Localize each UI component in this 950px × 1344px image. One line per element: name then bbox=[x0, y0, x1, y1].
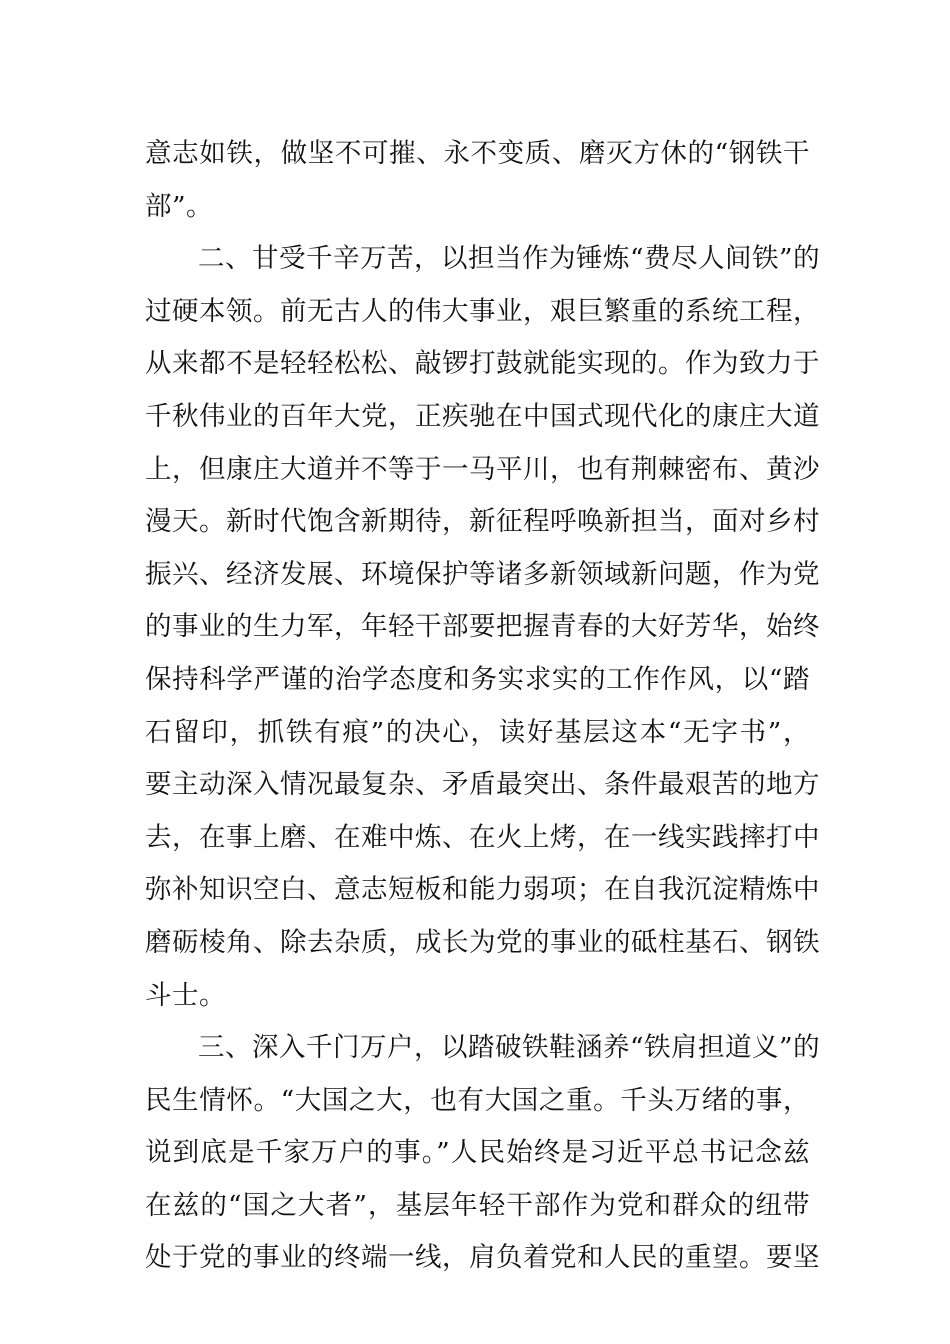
text-line: 民生情怀。“大国之大，也有大国之重。千头万绪的事， bbox=[145, 1084, 810, 1116]
text-line: 要主动深入情况最复杂、矛盾最突出、条件最艰苦的地方 bbox=[145, 769, 820, 801]
text-line: 弥补知识空白、意志短板和能力弱项；在自我沉淀精炼中 bbox=[145, 874, 820, 906]
text-line: 斗士。 bbox=[145, 979, 226, 1011]
text-line: 说到底是千家万户的事。”人民始终是习近平总书记念兹 bbox=[145, 1137, 810, 1169]
text-line: 保持科学严谨的治学态度和务实求实的工作作风，以“踏 bbox=[145, 663, 810, 695]
text-line: 处于党的事业的终端一线，肩负着党和人民的重望。要坚 bbox=[145, 1242, 820, 1274]
text-line: 振兴、经济发展、环境保护等诸多新领域新问题，作为党 bbox=[145, 558, 820, 590]
text-line: 意志如铁，做坚不可摧、永不变质、磨灭方休的“钢铁干 bbox=[145, 138, 810, 169]
text-line: 石留印，抓铁有痕”的决心，读好基层这本“无字书”， bbox=[145, 716, 810, 748]
text-line: 漫天。新时代饱含新期待，新征程呼唤新担当，面对乡村 bbox=[145, 506, 820, 538]
text-line: 磨砺棱角、除去杂质，成长为党的事业的砥柱基石、钢铁 bbox=[145, 926, 820, 958]
text-line: 在兹的“国之大者”，基层年轻干部作为党和群众的纽带 bbox=[145, 1189, 810, 1221]
text-line: 去，在事上磨、在难中炼、在火上烤，在一线实践摔打中 bbox=[145, 821, 820, 853]
paragraph-start-line: 二、甘受千辛万苦，以担当作为锤炼“费尽人间铁”的 bbox=[198, 243, 821, 275]
paragraph-start-line: 三、深入千门万户，以踏破铁鞋涵养“铁肩担道义”的 bbox=[198, 1032, 821, 1064]
text-line: 的事业的生力军，年轻干部要把握青春的大好芳华，始终 bbox=[145, 611, 820, 643]
text-line: 从来都不是轻轻松松、敲锣打鼓就能实现的。作为致力于 bbox=[145, 348, 820, 380]
text-line: 千秋伟业的百年大党，正疾驰在中国式现代化的康庄大道 bbox=[145, 400, 820, 432]
body-text bbox=[145, 128, 821, 1285]
text-line: 上，但康庄大道并不等于一马平川，也有荆棘密布、黄沙 bbox=[145, 453, 820, 485]
text-line: 部”。 bbox=[145, 190, 214, 222]
text-line: 过硬本领。前无古人的伟大事业，艰巨繁重的系统工程， bbox=[145, 295, 820, 327]
